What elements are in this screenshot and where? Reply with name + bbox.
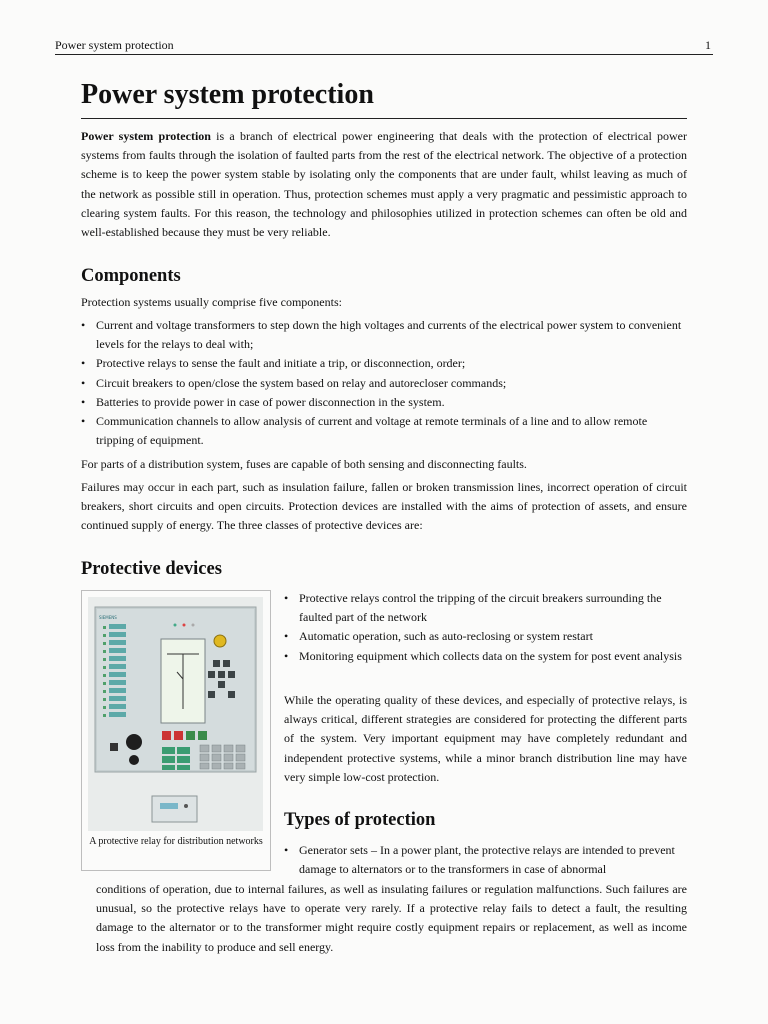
list-item: • Generator sets – In a power plant, the protective relays are intended to prevent damage to alternators or to the transformers in case of abnormal — [284, 841, 687, 879]
relay-figure — [81, 590, 271, 871]
device-brand: SIEMENS — [99, 615, 117, 620]
list-item: • Current and voltage transformers to step down the high voltages and currents of the electrical power system to convenient levels for the relays to deal with; — [81, 316, 687, 354]
intro-paragraph — [81, 127, 687, 242]
page-title: Power system protection — [81, 78, 687, 119]
components-list — [81, 316, 687, 450]
list-item: • Automatic operation, such as auto-reclosing or system restart — [284, 627, 687, 646]
fuses-paragraph: For parts of a distribution system, fuses are capable of both sensing and disconnecting faults. — [81, 457, 527, 471]
intro-text: is a branch of electrical power engineering that deals with the protection of electrical power systems from faults through the isolation of faulted parts from the rest of the electrical network. The objective of a protection scheme is to keep the power system stable by isolating only the components that are under fault, whilst leaving as much of the network as possible still in operation. Thus, protection schemes must apply a very pragmatic and pessimistic approach to clearing system faults. For this reason, the technology and philosophies utilized in protection schemes can often be old and well-established because they must be very reliable. — [81, 129, 688, 240]
protective-relay-image — [88, 597, 263, 831]
components-lead: Protection systems usually comprise five components: — [81, 295, 342, 309]
components-heading: Components — [81, 266, 181, 286]
list-item: • Monitoring equipment which collects data on the system for post event analysis — [284, 647, 687, 666]
intro-term: Power system protection — [81, 129, 211, 143]
figure-caption: A protective relay for distribution networks — [89, 836, 263, 847]
running-title: Power system protection — [55, 38, 174, 52]
types-heading: Types of protection — [284, 810, 436, 830]
list-item: • Batteries to provide power in case of power disconnection in the system. — [81, 393, 687, 412]
page-number: 1 — [705, 38, 711, 52]
list-item: • Circuit breakers to open/close the system based on relay and autorecloser commands; — [81, 374, 687, 393]
running-header — [55, 38, 713, 55]
protective-devices-heading: Protective devices — [81, 559, 222, 579]
protective-devices-list — [284, 589, 687, 666]
generator-paragraph: conditions of operation, due to internal failures, as well as insulating failures or regulation malfunctions. Such failures are unusual, so the protective relays have to operate very rarely. If a protective relay fails to detect a fault, the resulting damage to the alternator or to the transformer might require costly equipment repairs or replacement, as well as income loss from the inability to produce and sell energy. — [96, 882, 687, 954]
devices-paragraph: While the operating quality of these devices, and especially of protective relays, is always critical, different strategies are considered for protecting the different parts of the system. Very important equipment may have completely redundant and independent protective systems, while a minor branch distribution line may have very simple low-cost protection. — [284, 693, 687, 784]
list-item: • Protective relays control the tripping of the circuit breakers surrounding the faulted part of the network — [284, 589, 687, 627]
list-item: • Protective relays to sense the fault and initiate a trip, or disconnection, order; — [81, 354, 687, 373]
types-list — [284, 841, 687, 879]
list-item: • Communication channels to allow analysis of current and voltage at remote terminals of a line and to allow remote tripping of equipment. — [81, 412, 687, 450]
failures-paragraph: Failures may occur in each part, such as insulation failure, fallen or broken transmission lines, incorrect operation of circuit breakers, short circuits and open circuits. Protection devices are installed with the aims of protection of assets, and ensure continued supply of energy. The three classes of protective devices are: — [81, 480, 687, 533]
